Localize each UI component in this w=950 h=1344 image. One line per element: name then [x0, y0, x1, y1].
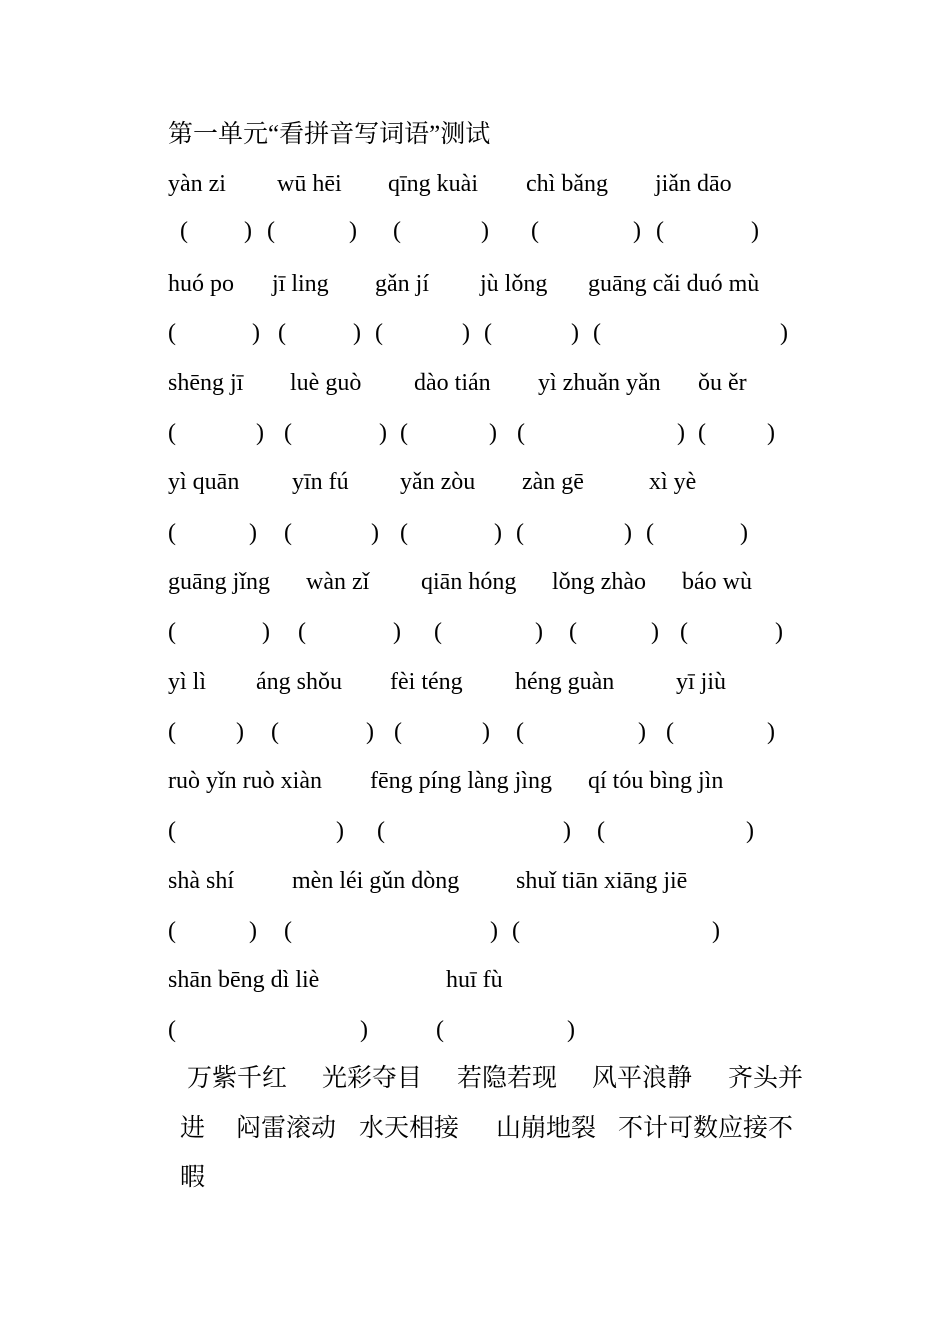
answer-bracket-open: ( — [666, 719, 674, 745]
answer-bracket-close: ) — [751, 218, 759, 244]
answer-bracket-open: ( — [168, 1017, 176, 1043]
pinyin-item: yì quān — [168, 469, 240, 495]
answer-bracket-open: ( — [168, 719, 176, 745]
word-bank-item: 不计可数应接不 — [618, 1115, 794, 1142]
answer-bracket-open: ( — [180, 218, 188, 244]
answer-row-8 — [0, 914, 950, 948]
answer-bracket-close: ) — [262, 619, 270, 645]
pinyin-item: guāng jǐng — [168, 569, 270, 595]
answer-bracket-close: ) — [571, 320, 579, 346]
answer-bracket-close: ) — [746, 818, 754, 844]
pinyin-item: lǒng zhào — [552, 569, 646, 595]
pinyin-row-4 — [0, 465, 950, 499]
pinyin-item: dào tián — [414, 370, 491, 396]
answer-bracket-close: ) — [775, 619, 783, 645]
answer-bracket-open: ( — [375, 320, 383, 346]
pinyin-item: yì zhuǎn yǎn — [538, 370, 661, 396]
answer-bracket-open: ( — [698, 420, 706, 446]
pinyin-item: qí tóu bìng jìn — [588, 768, 724, 794]
pinyin-item: huī fù — [446, 967, 503, 993]
answer-bracket-open: ( — [393, 218, 401, 244]
answer-bracket-close: ) — [371, 520, 379, 546]
pinyin-item: shà shí — [168, 868, 234, 894]
answer-bracket-close: ) — [379, 420, 387, 446]
pinyin-row-2 — [0, 267, 950, 301]
word-bank-item: 若隐若现 — [457, 1065, 558, 1092]
answer-bracket-close: ) — [462, 320, 470, 346]
pinyin-item: huó po — [168, 271, 234, 297]
answer-bracket-close: ) — [677, 420, 685, 446]
answer-bracket-open: ( — [377, 818, 385, 844]
answer-bracket-open: ( — [516, 719, 524, 745]
answer-bracket-open: ( — [168, 520, 176, 546]
answer-row-1 — [0, 214, 950, 248]
answer-bracket-close: ) — [336, 818, 344, 844]
answer-bracket-close: ) — [481, 218, 489, 244]
pinyin-item: zàn gē — [522, 469, 584, 495]
answer-bracket-close: ) — [244, 218, 252, 244]
answer-bracket-open: ( — [656, 218, 664, 244]
pinyin-item: guāng cǎi duó mù — [588, 271, 760, 297]
word-bank-item: 山崩地裂 — [496, 1115, 597, 1142]
pinyin-item: shān bēng dì liè — [168, 967, 320, 993]
answer-bracket-open: ( — [646, 520, 654, 546]
answer-bracket-open: ( — [168, 818, 176, 844]
pinyin-item: gǎn jí — [375, 271, 429, 297]
answer-bracket-open: ( — [593, 320, 601, 346]
answer-row-5 — [0, 615, 950, 649]
pinyin-item: yì lì — [168, 669, 207, 695]
pinyin-item: shēng jī — [168, 370, 244, 396]
word-bank-item: 闷雷滚动 — [236, 1115, 337, 1142]
pinyin-row-3 — [0, 366, 950, 400]
pinyin-row-9 — [0, 963, 950, 997]
pinyin-item: báo wù — [682, 569, 752, 595]
pinyin-row-8 — [0, 864, 950, 898]
pinyin-item: yǎn zòu — [400, 469, 476, 495]
word-bank-line-2 — [0, 1104, 950, 1154]
answer-row-6 — [0, 715, 950, 749]
answer-row-7 — [0, 814, 950, 848]
worksheet-title: 第一单元“看拼音写词语”测试 — [168, 121, 491, 148]
pinyin-item: qīng kuài — [388, 171, 478, 197]
pinyin-item: ǒu ěr — [698, 370, 747, 396]
word-bank-item: 万紫千红 — [187, 1065, 288, 1092]
pinyin-item: xì yè — [649, 469, 697, 495]
answer-bracket-close: ) — [638, 719, 646, 745]
answer-bracket-close: ) — [482, 719, 490, 745]
word-bank-line-3 — [0, 1153, 950, 1203]
pinyin-item: jī ling — [272, 271, 329, 297]
answer-row-3 — [0, 416, 950, 450]
pinyin-item: qiān hóng — [421, 569, 517, 595]
answer-bracket-close: ) — [712, 918, 720, 944]
answer-bracket-close: ) — [353, 320, 361, 346]
answer-bracket-open: ( — [512, 918, 520, 944]
answer-bracket-close: ) — [489, 420, 497, 446]
answer-row-4 — [0, 516, 950, 550]
answer-bracket-open: ( — [484, 320, 492, 346]
answer-bracket-open: ( — [400, 420, 408, 446]
word-bank-item: 水天相接 — [359, 1115, 460, 1142]
answer-bracket-open: ( — [434, 619, 442, 645]
answer-bracket-open: ( — [516, 520, 524, 546]
pinyin-item: jiǎn dāo — [655, 171, 732, 197]
pinyin-item: wū hēi — [277, 171, 342, 197]
answer-bracket-open: ( — [531, 218, 539, 244]
word-bank-item: 进 — [180, 1115, 206, 1142]
answer-bracket-open: ( — [271, 719, 279, 745]
word-bank-item: 光彩夺目 — [322, 1065, 423, 1092]
answer-bracket-open: ( — [168, 320, 176, 346]
answer-bracket-close: ) — [767, 719, 775, 745]
pinyin-row-7 — [0, 764, 950, 798]
pinyin-item: mèn léi gǔn dòng — [292, 868, 460, 894]
pinyin-item: yī jiù — [676, 669, 727, 695]
answer-bracket-close: ) — [360, 1017, 368, 1043]
pinyin-row-5 — [0, 565, 950, 599]
answer-bracket-open: ( — [597, 818, 605, 844]
answer-row-2 — [0, 316, 950, 350]
word-bank-line-1 — [0, 1054, 950, 1104]
pinyin-item: shuǐ tiān xiāng jiē — [516, 868, 688, 894]
answer-row-9 — [0, 1013, 950, 1047]
pinyin-item: fèi téng — [390, 669, 463, 695]
answer-bracket-close: ) — [393, 619, 401, 645]
answer-bracket-close: ) — [236, 719, 244, 745]
answer-bracket-open: ( — [168, 918, 176, 944]
answer-bracket-close: ) — [767, 420, 775, 446]
answer-bracket-close: ) — [624, 520, 632, 546]
answer-bracket-close: ) — [535, 619, 543, 645]
pinyin-item: fēng píng làng jìng — [370, 768, 552, 794]
answer-bracket-open: ( — [284, 520, 292, 546]
pinyin-item: héng guàn — [515, 669, 615, 695]
pinyin-item: yàn zi — [168, 171, 226, 197]
answer-bracket-open: ( — [569, 619, 577, 645]
answer-bracket-close: ) — [780, 320, 788, 346]
answer-bracket-open: ( — [517, 420, 525, 446]
answer-bracket-close: ) — [490, 918, 498, 944]
answer-bracket-close: ) — [249, 520, 257, 546]
answer-bracket-close: ) — [249, 918, 257, 944]
answer-bracket-close: ) — [651, 619, 659, 645]
answer-bracket-close: ) — [366, 719, 374, 745]
answer-bracket-close: ) — [740, 520, 748, 546]
answer-bracket-open: ( — [168, 619, 176, 645]
answer-bracket-open: ( — [267, 218, 275, 244]
answer-bracket-open: ( — [284, 918, 292, 944]
pinyin-item: yīn fú — [292, 469, 349, 495]
pinyin-item: chì bǎng — [526, 171, 608, 197]
answer-bracket-open: ( — [284, 420, 292, 446]
answer-bracket-open: ( — [680, 619, 688, 645]
pinyin-item: wàn zǐ — [306, 569, 370, 595]
word-bank-item: 风平浪静 — [592, 1065, 693, 1092]
answer-bracket-close: ) — [256, 420, 264, 446]
pinyin-item: ruò yǐn ruò xiàn — [168, 768, 322, 794]
word-bank-item: 暇 — [180, 1164, 206, 1191]
answer-bracket-open: ( — [436, 1017, 444, 1043]
answer-bracket-close: ) — [563, 818, 571, 844]
answer-bracket-open: ( — [298, 619, 306, 645]
answer-bracket-open: ( — [394, 719, 402, 745]
pinyin-item: luè guò — [290, 370, 362, 396]
pinyin-item: jù lǒng — [480, 271, 548, 297]
pinyin-item: áng shǒu — [256, 669, 342, 695]
answer-bracket-open: ( — [400, 520, 408, 546]
answer-bracket-close: ) — [633, 218, 641, 244]
answer-bracket-open: ( — [278, 320, 286, 346]
word-bank-item: 齐头并 — [728, 1065, 804, 1092]
pinyin-row-1 — [0, 167, 950, 201]
answer-bracket-close: ) — [567, 1017, 575, 1043]
answer-bracket-open: ( — [168, 420, 176, 446]
answer-bracket-close: ) — [349, 218, 357, 244]
answer-bracket-close: ) — [494, 520, 502, 546]
pinyin-row-6 — [0, 665, 950, 699]
answer-bracket-close: ) — [252, 320, 260, 346]
